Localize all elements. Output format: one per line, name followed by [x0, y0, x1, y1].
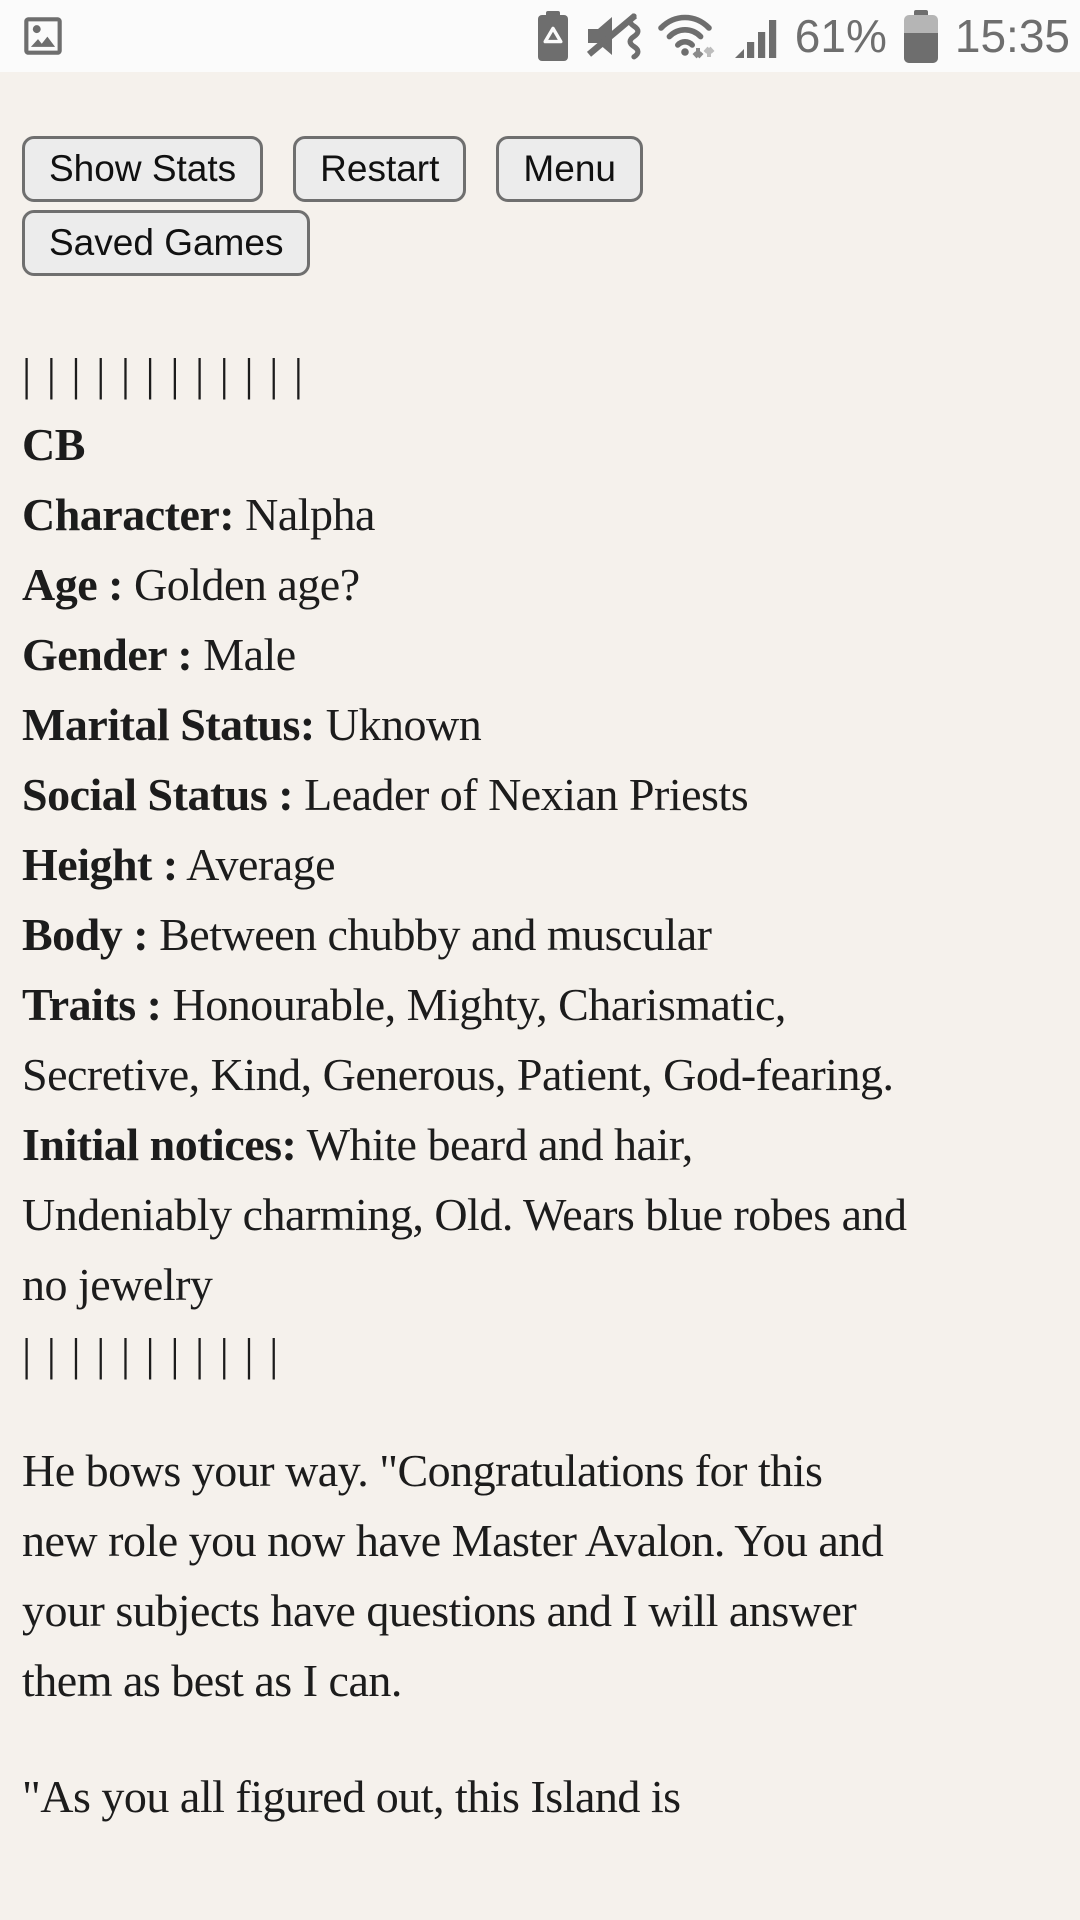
stat-field-body — [22, 909, 711, 960]
stat-value: Nalpha — [245, 489, 375, 540]
stat-value: Golden age? — [133, 559, 360, 610]
stat-label: Height : — [22, 839, 178, 890]
signal-strength-icon — [732, 12, 782, 60]
stat-field-height — [22, 839, 335, 890]
battery-percent: 61% — [794, 10, 887, 62]
mute-vibrate-icon — [584, 11, 642, 61]
battery-saver-icon — [535, 10, 571, 62]
stat-label: Gender : — [22, 629, 193, 680]
stat-label: Character: — [22, 489, 235, 540]
stat-value: Male — [203, 629, 296, 680]
stat-value: Honourable, Mighty, Charismatic, Secretive, Kind, Generous, Patient, God-fearing. — [22, 979, 894, 1100]
stat-field-social-status — [22, 769, 748, 820]
wifi-icon — [655, 9, 719, 63]
story-paragraph: "As you all figured out, this Island is — [22, 1771, 681, 1822]
story-paragraph: He bows your way. "Congratulations for this new role you now have Master Avalon. You and your subjects have questions and I will answer them as best as I can. — [22, 1445, 884, 1706]
saved-games-button[interactable]: Saved Games — [22, 210, 310, 276]
stat-value: Between chubby and muscular — [159, 909, 712, 960]
menu-button[interactable]: Menu — [496, 136, 643, 202]
battery-icon — [900, 9, 942, 63]
stat-label: Age : — [22, 559, 123, 610]
stat-field-marital-status — [22, 699, 481, 750]
stat-field-character — [22, 489, 375, 540]
stat-label: Social Status : — [22, 769, 294, 820]
stat-value: Uknown — [325, 699, 482, 750]
game-page — [0, 136, 1080, 1832]
game-toolbar — [22, 136, 922, 284]
stat-label: Traits : — [22, 979, 162, 1030]
stat-label: Initial notices: — [22, 1119, 297, 1170]
stat-value: Leader of Nexian Priests — [304, 769, 749, 820]
sheet-heading: CB — [22, 419, 85, 470]
stat-label: Body : — [22, 909, 149, 960]
stat-field-initial-notices — [22, 1119, 907, 1310]
divider-top: | | | | | | | | | | | | — [22, 349, 303, 400]
stat-value: White beard and hair, Undeniably charming, Old. Wears blue robes and no jewelry — [22, 1119, 907, 1310]
divider-bottom: | | | | | | | | | | | — [22, 1329, 278, 1380]
stat-value: Average — [186, 839, 336, 890]
image-icon — [18, 11, 68, 61]
character-sheet — [22, 340, 907, 1390]
stat-field-age — [22, 559, 360, 610]
stat-field-traits — [22, 979, 893, 1100]
story-text — [22, 1436, 907, 1832]
stat-field-gender — [22, 629, 296, 680]
show-stats-button[interactable]: Show Stats — [22, 136, 263, 202]
android-status-bar — [0, 0, 1080, 72]
stat-label: Marital Status: — [22, 699, 315, 750]
restart-button[interactable]: Restart — [293, 136, 466, 202]
clock: 15:35 — [954, 10, 1070, 62]
